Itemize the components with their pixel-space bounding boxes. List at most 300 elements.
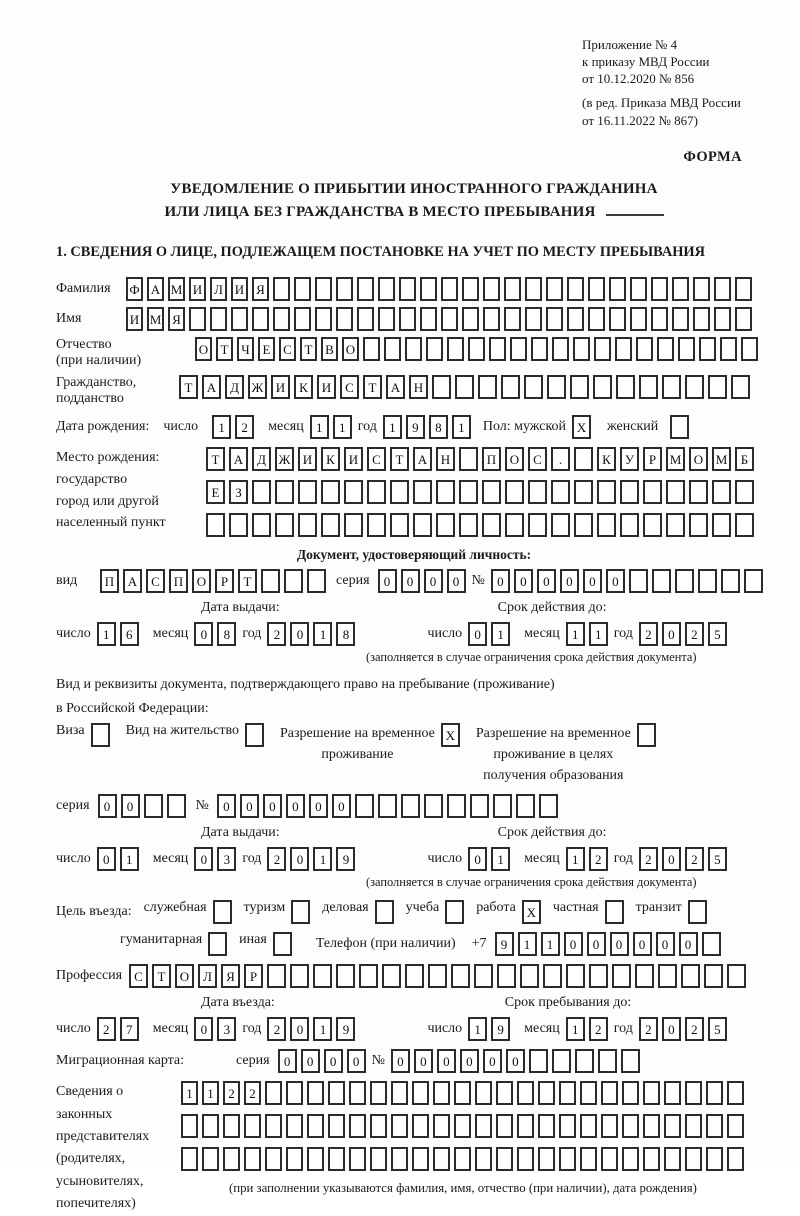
- char-cell[interactable]: [630, 307, 647, 331]
- char-cell[interactable]: 0: [97, 847, 116, 871]
- char-cell[interactable]: [91, 723, 110, 747]
- char-cell[interactable]: Т: [300, 337, 317, 361]
- char-cell[interactable]: [298, 480, 317, 504]
- char-cell[interactable]: К: [321, 447, 340, 471]
- char-cell[interactable]: [681, 964, 700, 988]
- char-cell[interactable]: [685, 1147, 702, 1171]
- char-cell[interactable]: 0: [633, 932, 652, 956]
- char-cell[interactable]: А: [123, 569, 142, 593]
- char-cell[interactable]: [643, 513, 662, 537]
- char-cell[interactable]: [399, 277, 416, 301]
- char-cell[interactable]: [273, 277, 290, 301]
- char-cell[interactable]: 0: [424, 569, 443, 593]
- char-cell[interactable]: [539, 794, 558, 818]
- char-cell[interactable]: [189, 307, 206, 331]
- char-cell[interactable]: 2: [97, 1017, 116, 1041]
- char-cell[interactable]: Р: [215, 569, 234, 593]
- char-cell[interactable]: 0: [401, 569, 420, 593]
- char-cell[interactable]: [436, 480, 455, 504]
- char-cell[interactable]: [336, 307, 353, 331]
- char-cell[interactable]: [382, 964, 401, 988]
- char-cell[interactable]: [672, 307, 689, 331]
- char-cell[interactable]: [708, 375, 727, 399]
- char-cell[interactable]: [685, 375, 704, 399]
- char-cell[interactable]: [616, 375, 635, 399]
- char-cell[interactable]: 9: [336, 847, 355, 871]
- char-cell[interactable]: И: [231, 277, 248, 301]
- char-cell[interactable]: [424, 794, 443, 818]
- char-cell[interactable]: С: [146, 569, 165, 593]
- char-cell[interactable]: А: [386, 375, 405, 399]
- char-cell[interactable]: [643, 1081, 660, 1105]
- char-cell[interactable]: 2: [244, 1081, 261, 1105]
- char-cell[interactable]: 1: [97, 622, 116, 646]
- char-cell[interactable]: [412, 1147, 429, 1171]
- char-cell[interactable]: 0: [194, 622, 213, 646]
- char-cell[interactable]: А: [229, 447, 248, 471]
- char-cell[interactable]: X: [441, 723, 460, 747]
- char-cell[interactable]: [525, 307, 542, 331]
- char-cell[interactable]: [328, 1147, 345, 1171]
- char-cell[interactable]: [538, 1081, 555, 1105]
- char-cell[interactable]: [689, 513, 708, 537]
- char-cell[interactable]: [496, 1147, 513, 1171]
- char-cell[interactable]: [433, 1114, 450, 1138]
- char-cell[interactable]: [475, 1114, 492, 1138]
- char-cell[interactable]: 0: [240, 794, 259, 818]
- char-cell[interactable]: [735, 513, 754, 537]
- char-cell[interactable]: [441, 277, 458, 301]
- char-cell[interactable]: [355, 794, 374, 818]
- char-cell[interactable]: Н: [436, 447, 455, 471]
- char-cell[interactable]: 0: [286, 794, 305, 818]
- char-cell[interactable]: Д: [225, 375, 244, 399]
- char-cell[interactable]: 2: [639, 847, 658, 871]
- char-cell[interactable]: [651, 307, 668, 331]
- char-cell[interactable]: [567, 277, 584, 301]
- char-cell[interactable]: 0: [263, 794, 282, 818]
- char-cell[interactable]: [244, 1114, 261, 1138]
- char-cell[interactable]: [651, 277, 668, 301]
- char-cell[interactable]: [313, 964, 332, 988]
- char-cell[interactable]: Ч: [237, 337, 254, 361]
- char-cell[interactable]: 0: [662, 622, 681, 646]
- char-cell[interactable]: 2: [267, 1017, 286, 1041]
- char-cell[interactable]: П: [482, 447, 501, 471]
- char-cell[interactable]: Я: [252, 277, 269, 301]
- char-cell[interactable]: [594, 337, 611, 361]
- char-cell[interactable]: [735, 480, 754, 504]
- char-cell[interactable]: 8: [429, 415, 448, 439]
- char-cell[interactable]: [721, 569, 740, 593]
- char-cell[interactable]: [363, 337, 380, 361]
- char-cell[interactable]: [664, 1147, 681, 1171]
- char-cell[interactable]: [620, 513, 639, 537]
- char-cell[interactable]: 0: [662, 847, 681, 871]
- char-cell[interactable]: Ж: [275, 447, 294, 471]
- char-cell[interactable]: [559, 1147, 576, 1171]
- char-cell[interactable]: 1: [566, 622, 585, 646]
- char-cell[interactable]: [574, 447, 593, 471]
- char-cell[interactable]: 0: [290, 1017, 309, 1041]
- char-cell[interactable]: 0: [514, 569, 533, 593]
- char-cell[interactable]: 6: [120, 622, 139, 646]
- char-cell[interactable]: [370, 1147, 387, 1171]
- char-cell[interactable]: [658, 964, 677, 988]
- char-cell[interactable]: [273, 307, 290, 331]
- char-cell[interactable]: 5: [708, 622, 727, 646]
- char-cell[interactable]: [378, 307, 395, 331]
- char-cell[interactable]: [378, 277, 395, 301]
- char-cell[interactable]: С: [279, 337, 296, 361]
- char-cell[interactable]: [315, 277, 332, 301]
- char-cell[interactable]: [454, 1147, 471, 1171]
- char-cell[interactable]: [390, 513, 409, 537]
- char-cell[interactable]: [202, 1147, 219, 1171]
- char-cell[interactable]: [497, 964, 516, 988]
- char-cell[interactable]: [357, 307, 374, 331]
- char-cell[interactable]: 0: [121, 794, 140, 818]
- char-cell[interactable]: [712, 480, 731, 504]
- char-cell[interactable]: [245, 723, 264, 747]
- char-cell[interactable]: М: [147, 307, 164, 331]
- char-cell[interactable]: 1: [566, 1017, 585, 1041]
- char-cell[interactable]: [328, 1081, 345, 1105]
- char-cell[interactable]: [720, 337, 737, 361]
- char-cell[interactable]: [643, 1114, 660, 1138]
- char-cell[interactable]: [399, 307, 416, 331]
- char-cell[interactable]: [609, 277, 626, 301]
- char-cell[interactable]: [321, 480, 340, 504]
- char-cell[interactable]: 0: [491, 569, 510, 593]
- char-cell[interactable]: [643, 1147, 660, 1171]
- char-cell[interactable]: [206, 513, 225, 537]
- char-cell[interactable]: 1: [468, 1017, 487, 1041]
- char-cell[interactable]: [685, 1114, 702, 1138]
- char-cell[interactable]: [744, 569, 763, 593]
- char-cell[interactable]: Ж: [248, 375, 267, 399]
- char-cell[interactable]: [702, 932, 721, 956]
- char-cell[interactable]: [412, 1114, 429, 1138]
- char-cell[interactable]: [336, 964, 355, 988]
- char-cell[interactable]: 1: [333, 415, 352, 439]
- char-cell[interactable]: [413, 480, 432, 504]
- char-cell[interactable]: Т: [363, 375, 382, 399]
- char-cell[interactable]: [727, 964, 746, 988]
- char-cell[interactable]: 0: [347, 1049, 366, 1073]
- char-cell[interactable]: [475, 1147, 492, 1171]
- char-cell[interactable]: [588, 277, 605, 301]
- char-cell[interactable]: Т: [238, 569, 257, 593]
- char-cell[interactable]: 7: [120, 1017, 139, 1041]
- char-cell[interactable]: .: [551, 447, 570, 471]
- char-cell[interactable]: 0: [506, 1049, 525, 1073]
- char-cell[interactable]: [478, 375, 497, 399]
- char-cell[interactable]: [688, 900, 707, 924]
- char-cell[interactable]: [144, 794, 163, 818]
- char-cell[interactable]: С: [129, 964, 148, 988]
- char-cell[interactable]: 1: [181, 1081, 198, 1105]
- char-cell[interactable]: 1: [202, 1081, 219, 1105]
- char-cell[interactable]: [622, 1147, 639, 1171]
- char-cell[interactable]: [706, 1114, 723, 1138]
- char-cell[interactable]: 9: [406, 415, 425, 439]
- char-cell[interactable]: Т: [206, 447, 225, 471]
- char-cell[interactable]: [741, 337, 758, 361]
- char-cell[interactable]: О: [342, 337, 359, 361]
- char-cell[interactable]: [496, 1114, 513, 1138]
- char-cell[interactable]: Т: [179, 375, 198, 399]
- char-cell[interactable]: 9: [336, 1017, 355, 1041]
- char-cell[interactable]: [284, 569, 303, 593]
- char-cell[interactable]: [517, 1147, 534, 1171]
- char-cell[interactable]: И: [344, 447, 363, 471]
- char-cell[interactable]: [451, 964, 470, 988]
- char-cell[interactable]: [349, 1114, 366, 1138]
- char-cell[interactable]: [559, 1114, 576, 1138]
- char-cell[interactable]: 0: [468, 622, 487, 646]
- char-cell[interactable]: [482, 480, 501, 504]
- char-cell[interactable]: [223, 1114, 240, 1138]
- char-cell[interactable]: 0: [324, 1049, 343, 1073]
- char-cell[interactable]: [666, 513, 685, 537]
- char-cell[interactable]: 8: [217, 622, 236, 646]
- char-cell[interactable]: [202, 1114, 219, 1138]
- char-cell[interactable]: Е: [258, 337, 275, 361]
- char-cell[interactable]: Д: [252, 447, 271, 471]
- char-cell[interactable]: Ф: [126, 277, 143, 301]
- char-cell[interactable]: [432, 375, 451, 399]
- char-cell[interactable]: Я: [221, 964, 240, 988]
- char-cell[interactable]: М: [712, 447, 731, 471]
- char-cell[interactable]: [275, 513, 294, 537]
- char-cell[interactable]: [615, 337, 632, 361]
- char-cell[interactable]: [375, 900, 394, 924]
- char-cell[interactable]: [504, 307, 521, 331]
- char-cell[interactable]: 5: [708, 847, 727, 871]
- char-cell[interactable]: [436, 513, 455, 537]
- char-cell[interactable]: К: [294, 375, 313, 399]
- char-cell[interactable]: [321, 513, 340, 537]
- char-cell[interactable]: [505, 513, 524, 537]
- char-cell[interactable]: [706, 1081, 723, 1105]
- char-cell[interactable]: 2: [639, 622, 658, 646]
- char-cell[interactable]: [538, 1114, 555, 1138]
- char-cell[interactable]: [455, 375, 474, 399]
- char-cell[interactable]: [433, 1147, 450, 1171]
- char-cell[interactable]: [208, 932, 227, 956]
- char-cell[interactable]: 0: [468, 847, 487, 871]
- char-cell[interactable]: [666, 480, 685, 504]
- char-cell[interactable]: [622, 1081, 639, 1105]
- char-cell[interactable]: [229, 513, 248, 537]
- char-cell[interactable]: П: [169, 569, 188, 593]
- char-cell[interactable]: [546, 277, 563, 301]
- char-cell[interactable]: [344, 513, 363, 537]
- char-cell[interactable]: [580, 1147, 597, 1171]
- char-cell[interactable]: [543, 964, 562, 988]
- char-cell[interactable]: 0: [447, 569, 466, 593]
- char-cell[interactable]: [635, 964, 654, 988]
- char-cell[interactable]: [597, 480, 616, 504]
- char-cell[interactable]: [704, 964, 723, 988]
- char-cell[interactable]: [405, 337, 422, 361]
- char-cell[interactable]: [273, 932, 292, 956]
- char-cell[interactable]: [298, 513, 317, 537]
- char-cell[interactable]: 1: [313, 1017, 332, 1041]
- char-cell[interactable]: [516, 794, 535, 818]
- char-cell[interactable]: 2: [267, 622, 286, 646]
- char-cell[interactable]: 1: [313, 847, 332, 871]
- char-cell[interactable]: Р: [643, 447, 662, 471]
- char-cell[interactable]: [433, 1081, 450, 1105]
- char-cell[interactable]: [468, 337, 485, 361]
- char-cell[interactable]: [261, 569, 280, 593]
- char-cell[interactable]: [706, 1147, 723, 1171]
- char-cell[interactable]: Н: [409, 375, 428, 399]
- char-cell[interactable]: [552, 337, 569, 361]
- char-cell[interactable]: [315, 307, 332, 331]
- char-cell[interactable]: [286, 1114, 303, 1138]
- char-cell[interactable]: [670, 415, 689, 439]
- char-cell[interactable]: [552, 1049, 571, 1073]
- char-cell[interactable]: 0: [662, 1017, 681, 1041]
- char-cell[interactable]: [391, 1081, 408, 1105]
- char-cell[interactable]: [307, 1114, 324, 1138]
- char-cell[interactable]: [454, 1114, 471, 1138]
- char-cell[interactable]: С: [340, 375, 359, 399]
- char-cell[interactable]: Л: [198, 964, 217, 988]
- char-cell[interactable]: 0: [332, 794, 351, 818]
- char-cell[interactable]: 2: [235, 415, 254, 439]
- char-cell[interactable]: [727, 1114, 744, 1138]
- char-cell[interactable]: [462, 277, 479, 301]
- char-cell[interactable]: 0: [378, 569, 397, 593]
- char-cell[interactable]: 2: [685, 1017, 704, 1041]
- char-cell[interactable]: [349, 1081, 366, 1105]
- char-cell[interactable]: Т: [152, 964, 171, 988]
- char-cell[interactable]: [370, 1081, 387, 1105]
- char-cell[interactable]: 1: [491, 847, 510, 871]
- char-cell[interactable]: [462, 307, 479, 331]
- char-cell[interactable]: З: [229, 480, 248, 504]
- char-cell[interactable]: [401, 794, 420, 818]
- char-cell[interactable]: [727, 1081, 744, 1105]
- char-cell[interactable]: Р: [244, 964, 263, 988]
- char-cell[interactable]: 2: [267, 847, 286, 871]
- char-cell[interactable]: [637, 723, 656, 747]
- char-cell[interactable]: [643, 480, 662, 504]
- char-cell[interactable]: [574, 480, 593, 504]
- char-cell[interactable]: [505, 480, 524, 504]
- char-cell[interactable]: 0: [414, 1049, 433, 1073]
- char-cell[interactable]: [529, 1049, 548, 1073]
- char-cell[interactable]: [636, 337, 653, 361]
- char-cell[interactable]: [559, 1081, 576, 1105]
- char-cell[interactable]: [629, 569, 648, 593]
- char-cell[interactable]: 1: [120, 847, 139, 871]
- char-cell[interactable]: О: [195, 337, 212, 361]
- char-cell[interactable]: [405, 964, 424, 988]
- char-cell[interactable]: 1: [313, 622, 332, 646]
- char-cell[interactable]: [589, 964, 608, 988]
- char-cell[interactable]: 2: [639, 1017, 658, 1041]
- char-cell[interactable]: [575, 1049, 594, 1073]
- char-cell[interactable]: Л: [210, 277, 227, 301]
- char-cell[interactable]: [525, 277, 542, 301]
- char-cell[interactable]: 9: [495, 932, 514, 956]
- char-cell[interactable]: [693, 307, 710, 331]
- char-cell[interactable]: А: [202, 375, 221, 399]
- char-cell[interactable]: К: [597, 447, 616, 471]
- char-cell[interactable]: [459, 447, 478, 471]
- char-cell[interactable]: [520, 964, 539, 988]
- char-cell[interactable]: 0: [391, 1049, 410, 1073]
- char-cell[interactable]: [601, 1147, 618, 1171]
- char-cell[interactable]: [307, 1081, 324, 1105]
- char-cell[interactable]: [528, 513, 547, 537]
- char-cell[interactable]: 0: [564, 932, 583, 956]
- char-cell[interactable]: [265, 1081, 282, 1105]
- char-cell[interactable]: В: [321, 337, 338, 361]
- char-cell[interactable]: [359, 964, 378, 988]
- char-cell[interactable]: [597, 513, 616, 537]
- char-cell[interactable]: 2: [223, 1081, 240, 1105]
- char-cell[interactable]: 0: [610, 932, 629, 956]
- char-cell[interactable]: [546, 307, 563, 331]
- char-cell[interactable]: И: [126, 307, 143, 331]
- char-cell[interactable]: 0: [309, 794, 328, 818]
- char-cell[interactable]: 0: [194, 1017, 213, 1041]
- char-cell[interactable]: [622, 1114, 639, 1138]
- char-cell[interactable]: [447, 337, 464, 361]
- char-cell[interactable]: 0: [301, 1049, 320, 1073]
- char-cell[interactable]: [428, 964, 447, 988]
- char-cell[interactable]: 9: [491, 1017, 510, 1041]
- char-cell[interactable]: [531, 337, 548, 361]
- char-cell[interactable]: С: [367, 447, 386, 471]
- char-cell[interactable]: 8: [336, 622, 355, 646]
- char-cell[interactable]: [483, 277, 500, 301]
- char-cell[interactable]: [714, 277, 731, 301]
- char-cell[interactable]: М: [666, 447, 685, 471]
- char-cell[interactable]: [601, 1114, 618, 1138]
- char-cell[interactable]: [621, 1049, 640, 1073]
- char-cell[interactable]: [551, 513, 570, 537]
- char-cell[interactable]: [286, 1081, 303, 1105]
- char-cell[interactable]: И: [271, 375, 290, 399]
- char-cell[interactable]: 0: [278, 1049, 297, 1073]
- char-cell[interactable]: 5: [708, 1017, 727, 1041]
- char-cell[interactable]: 0: [656, 932, 675, 956]
- char-cell[interactable]: Т: [216, 337, 233, 361]
- char-cell[interactable]: [367, 513, 386, 537]
- char-cell[interactable]: [167, 794, 186, 818]
- char-cell[interactable]: [567, 307, 584, 331]
- char-cell[interactable]: 1: [566, 847, 585, 871]
- char-cell[interactable]: [620, 480, 639, 504]
- char-cell[interactable]: 2: [589, 1017, 608, 1041]
- char-cell[interactable]: [307, 1147, 324, 1171]
- char-cell[interactable]: О: [175, 964, 194, 988]
- char-cell[interactable]: 0: [587, 932, 606, 956]
- char-cell[interactable]: [517, 1081, 534, 1105]
- char-cell[interactable]: [517, 1114, 534, 1138]
- char-cell[interactable]: [496, 1081, 513, 1105]
- char-cell[interactable]: [412, 1081, 429, 1105]
- char-cell[interactable]: [727, 1147, 744, 1171]
- char-cell[interactable]: [252, 307, 269, 331]
